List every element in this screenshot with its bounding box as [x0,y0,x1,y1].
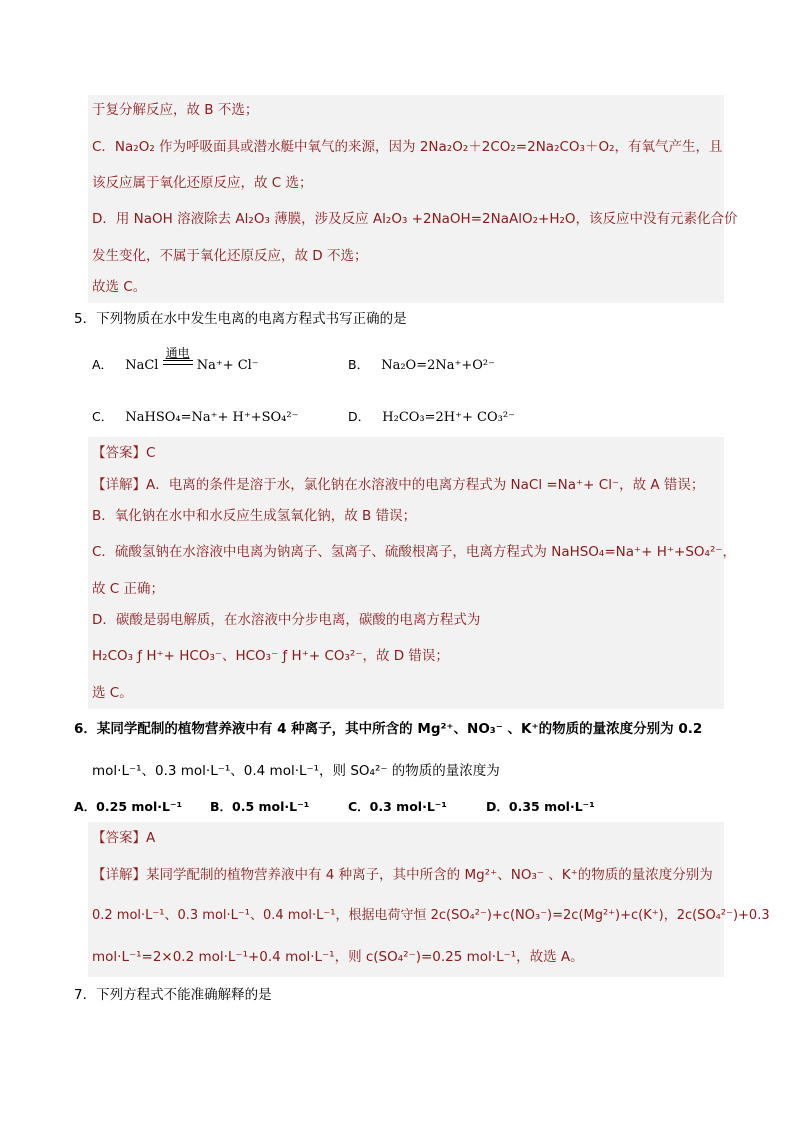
q5-detail-7: 选 C。 [92,685,133,701]
q6-detail-2: 0.2 mol·L⁻¹、0.3 mol·L⁻¹、0.4 mol·L⁻¹，根据电荷守恒 2c(SO₄²⁻)+c(NO₃⁻)=2c(Mg²⁺)+c(K⁺)，2c(SO₄²⁻)+0.3 [92,908,770,923]
q6-detail-3: mol·L⁻¹=2×0.2 mol·L⁻¹+0.4 mol·L⁻¹，则 c(SO₄²⁻)=0.25 mol·L⁻¹，故选 A。 [92,949,584,965]
q5-option-a-condition-arrow [163,346,193,375]
q6-option-d: D．0.35 mol·L⁻¹ [486,799,595,814]
q5-detail-6: H₂CO₃ ƒ H⁺+ HCO₃⁻、HCO₃⁻ ƒ H⁺+ CO₃²⁻，故 D 错误； [92,648,449,664]
q6-option-b: B．0.5 mol·L⁻¹ [210,799,310,814]
q5-option-a-right: Na⁺+ Cl⁻ [196,358,259,373]
q6-detail-1: 【详解】某同学配制的植物营养液中有 4 种离子，其中所含的 Mg²⁺、NO₃⁻ 、K⁺的物质的量浓度分别为 [92,867,713,883]
q4-explanation-line-6: 故选 C。 [92,279,147,295]
q5-option-b-text: Na₂O=2Na⁺+O²⁻ [381,358,495,373]
equals-arrow [163,360,193,365]
q5-option-c-label: C． [92,409,114,424]
q5-option-b [348,356,495,375]
question-6-stem-line-1: 6．某同学配制的植物营养液中有 4 种离子，其中所含的 Mg²⁺、NO₃⁻ 、K⁺的物质的量浓度分别为 0.2 [74,721,703,737]
question-5-stem: 5．下列物质在水中发生电离的电离方程式书写正确的是 [74,311,407,327]
q4-explanation-line-4: D．用 NaOH 溶液除去 Al₂O₃ 薄膜，涉及反应 Al₂O₃ +2NaOH=2NaAlO₂+H₂O，该反应中没有元素化合价 [92,211,738,227]
q5-option-b-label: B． [348,357,370,372]
q6-option-a: A．0.25 mol·L⁻¹ [74,799,183,814]
q5-detail-1: 【详解】A．电离的条件是溶于水，氯化钠在水溶液中的电离方程式为 NaCl =Na⁺+ Cl⁻，故 A 错误； [92,477,705,493]
q5-detail-4: 故 C 正确； [92,581,165,597]
q4-explanation-line-2: C．Na₂O₂ 作为呼吸面具或潜水艇中氧气的来源，因为 2Na₂O₂＋2CO₂=2Na₂CO₃＋O₂，有氧气产生，且 [92,139,723,155]
question-6-stem-line-2: mol·L⁻¹、0.3 mol·L⁻¹、0.4 mol·L⁻¹，则 SO₄²⁻ 的物质的量浓度为 [92,763,500,779]
q6-option-c: C．0.3 mol·L⁻¹ [348,799,447,814]
q5-option-a-left: NaCl [125,358,159,373]
q5-option-c-text: NaHSO₄=Na⁺+ H⁺+SO₄²⁻ [125,410,299,425]
q5-option-d [348,408,515,427]
q5-option-a-label: A． [92,357,114,372]
q5-option-a [92,346,259,375]
q5-option-d-label: D． [348,409,371,424]
explanation-block-4 [88,95,724,303]
q5-option-c [92,408,298,427]
q4-explanation-line-1: 于复分解反应，故 B 不选； [92,102,259,118]
q4-explanation-line-5: 发生变化，不属于氧化还原反应，故 D 不选； [92,248,368,264]
q5-option-d-text: H₂CO₃=2H⁺+ CO₃²⁻ [382,410,515,425]
q5-option-a-condition: 通电 [165,346,190,360]
q5-detail-2: B．氧化钠在水中和水反应生成氢氧化钠，故 B 错误； [92,508,417,524]
q4-explanation-line-3: 该反应属于氧化还原反应，故 C 选； [92,175,313,191]
q5-answer: 【答案】C [92,445,156,461]
q6-answer: 【答案】A [92,830,156,846]
q5-detail-3: C．硫酸氢钠在水溶液中电离为钠离子、氢离子、硫酸根离子，电离方程式为 NaHSO₄=Na⁺+ H⁺+SO₄²⁻， [92,544,736,560]
question-7-stem: 7．下列方程式不能准确解释的是 [74,987,272,1003]
q5-detail-5: D．碳酸是弱电解质，在水溶液中分步电离，碳酸的电离方程式为 [92,612,481,628]
